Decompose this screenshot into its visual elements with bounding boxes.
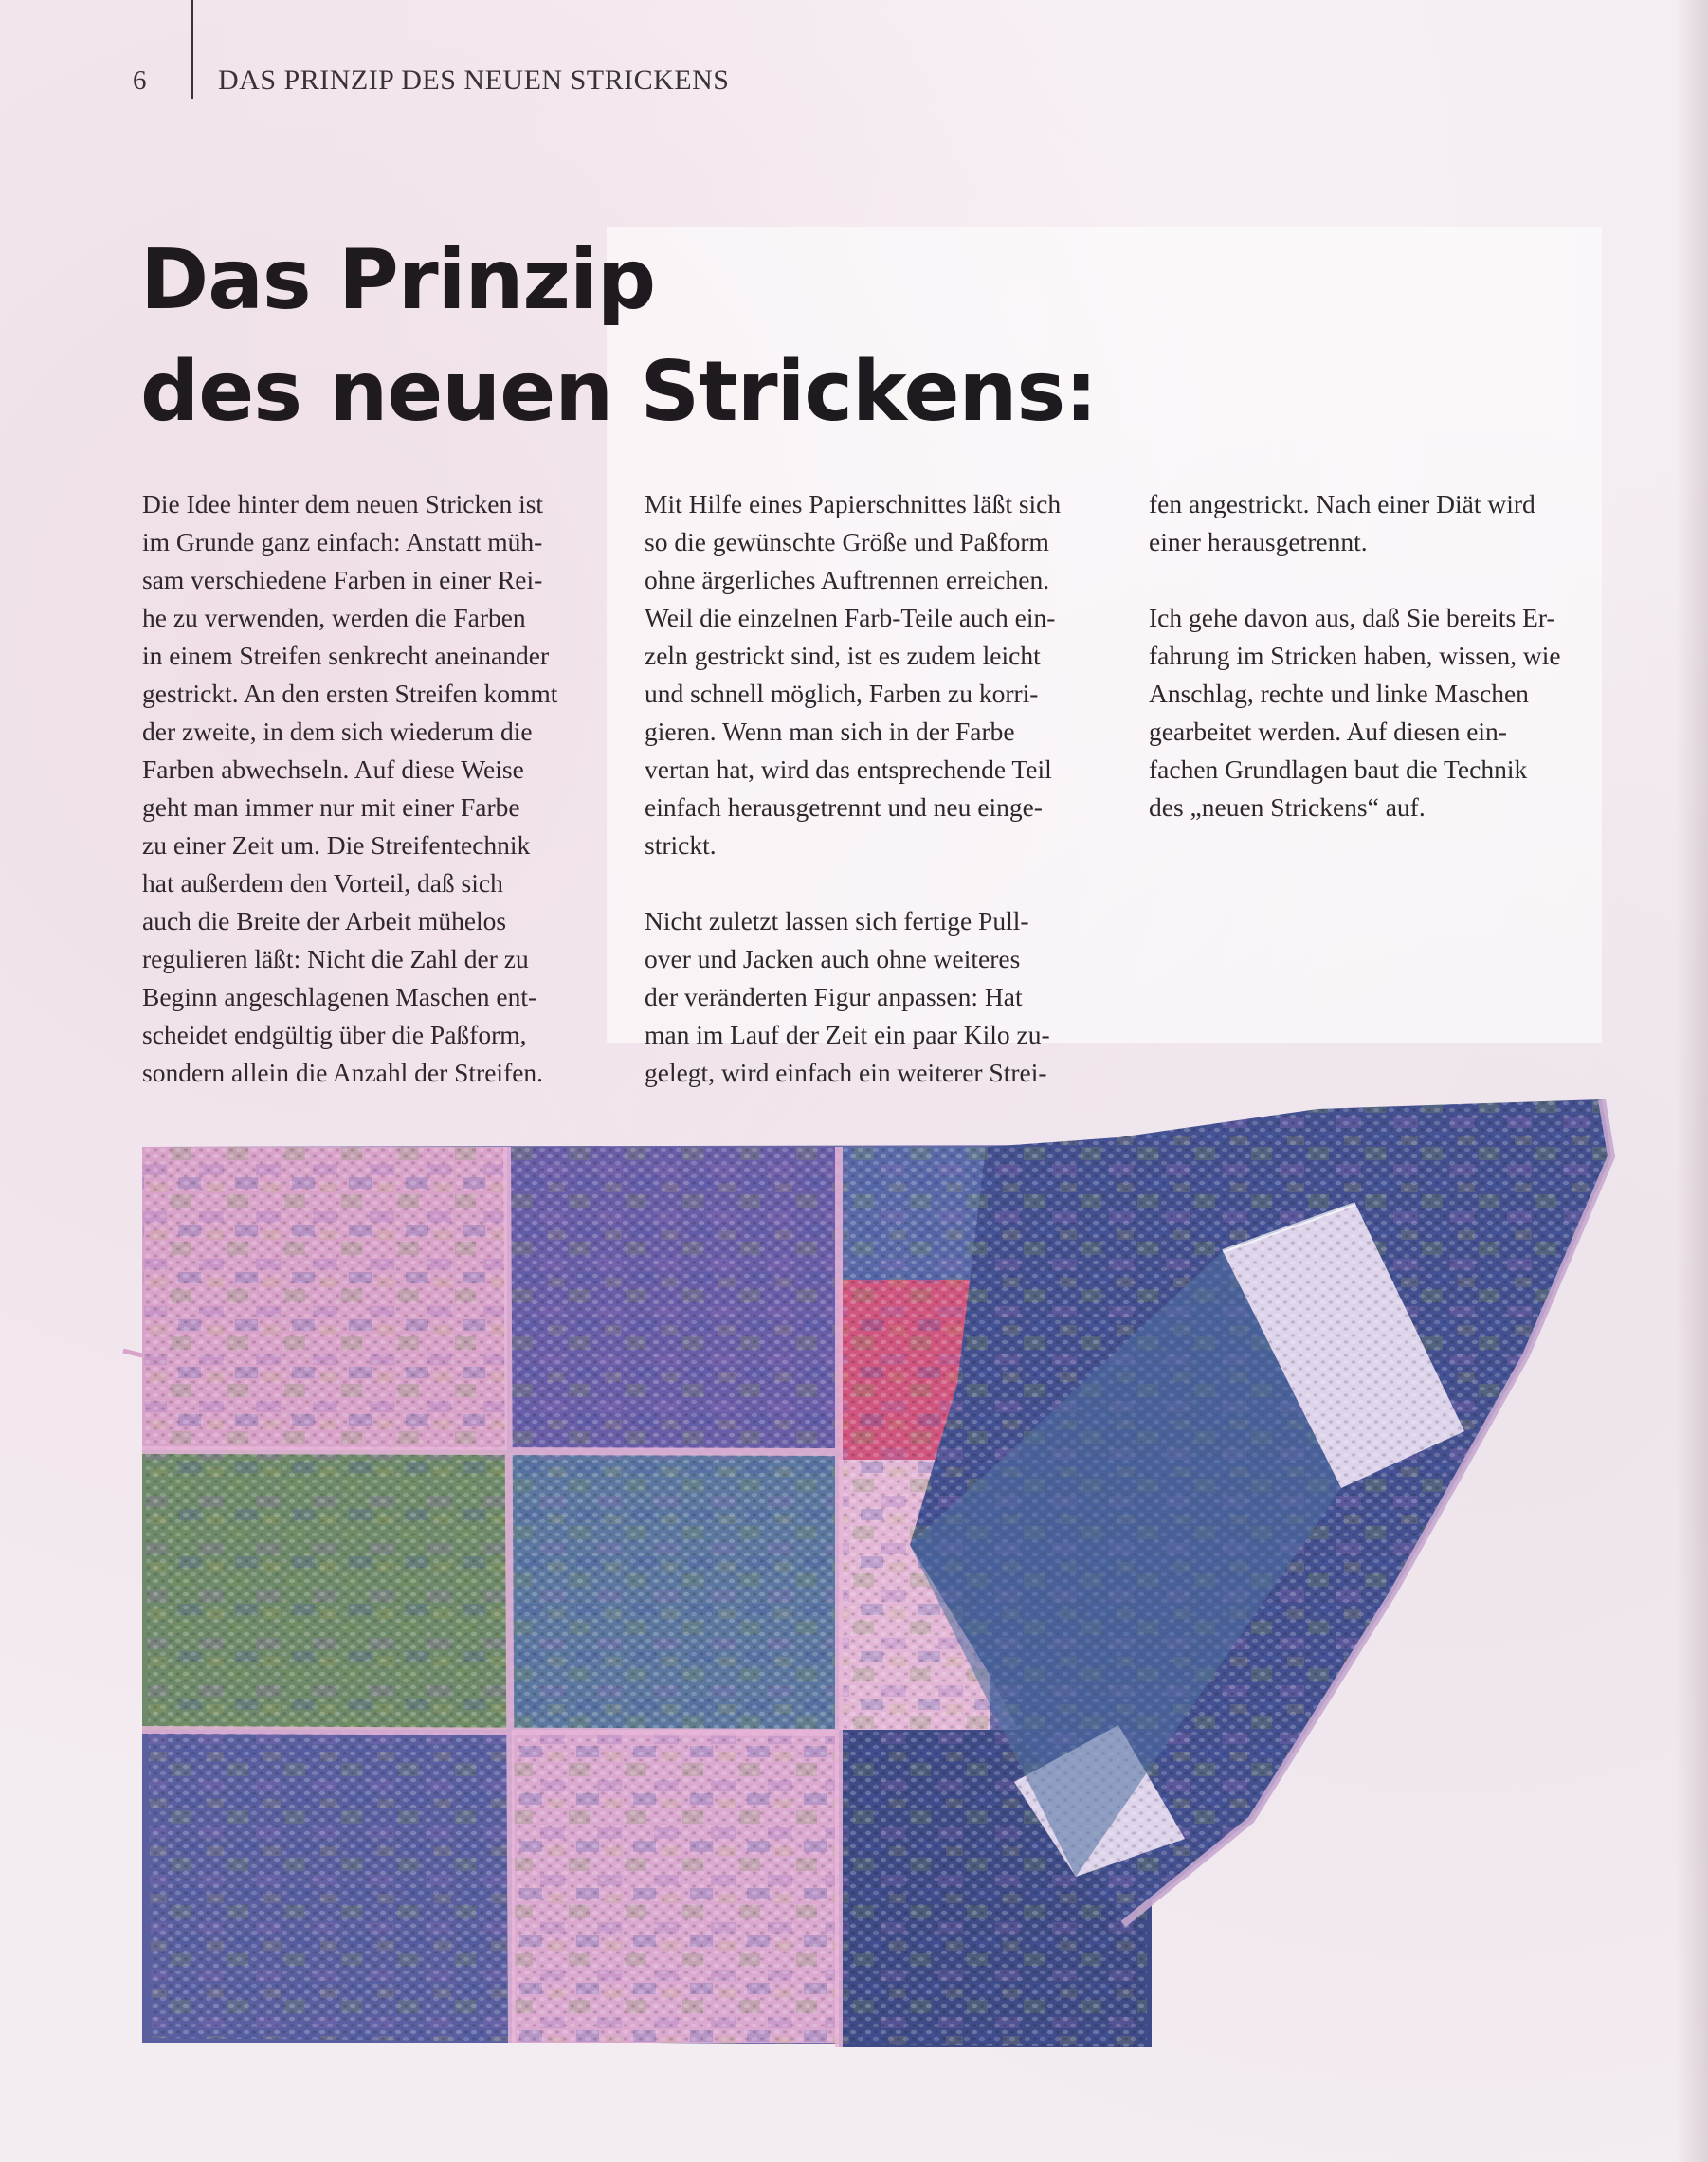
running-head: DAS PRINZIP DES NEUEN STRICKENS bbox=[218, 64, 730, 96]
text-column-3 bbox=[1149, 485, 1604, 864]
paragraph: fen angestrickt. Nach einer Diät wird einer herausgetrennt. bbox=[1149, 489, 1535, 556]
paragraph: Nicht zuletzt lassen sich fertige Pull- over und Jacken auch ohne weiteres der veränderten Figur anpassen: Hat man im Lauf der Zeit ein paar Kilo zu- gelegt, wird einfach ein weiterer Strei- bbox=[645, 906, 1050, 1087]
text-column-1 bbox=[142, 485, 626, 1130]
paragraph: Ich gehe davon aus, daß Sie bereits Er- fahrung im Stricken haben, wissen, wie Anschlag, rechte und linke Maschen gearbeitet werden. Auf diesen ein- fachen Grundlagen baut die Technik des „neuen Strickens“ auf. bbox=[1149, 603, 1561, 822]
page-title bbox=[140, 224, 1097, 447]
paragraph: Die Idee hinter dem neuen Stricken ist im Grunde ganz einfach: Anstatt müh- sam verschiedene Farben in einer Rei- he zu verwenden, werden die Farben in einem Streifen senkrecht aneinander gestrickt. An den ersten Streifen kommt der zweite, in dem sich wiederum die Farben abwechseln. Auf diese Weise geht man immer nur mit einer Farbe zu einer Zeit um. Die Streifentechnik hat außerdem den Vorteil, daß sich auch die Breite der Arbeit mühelos regulieren läßt: Nicht die Zahl der zu Beginn angeschlagenen Maschen ent- scheidet endgültig über die Paßform, sondern allein die Anzahl der Streifen. bbox=[142, 489, 558, 1087]
title-line-1: Das Prinzip bbox=[140, 231, 656, 328]
header-rule bbox=[191, 0, 193, 99]
page-header bbox=[133, 57, 161, 104]
knitted-swatch-illustration bbox=[0, 1099, 1708, 2066]
text-column-2 bbox=[645, 485, 1118, 1130]
page-number: 6 bbox=[133, 64, 147, 96]
swatch-yarn-end bbox=[123, 1351, 142, 1355]
knitted-swatch-photo bbox=[0, 1099, 1708, 2066]
title-line-2: des neuen Strickens: bbox=[140, 343, 1098, 440]
paragraph: Mit Hilfe eines Papierschnittes läßt sich so die gewünschte Größe und Paßform ohne ärgerliches Auftrennen erreichen. Weil die einzelnen Farb-Teile auch ein- zeln gestrickt sind, ist es zudem leicht und schnell möglich, Farben zu korri- gieren. Wenn man sich in der Farbe vertan hat, wird das entsprechende Teil einfach herausgetrennt und neu einge- strickt. bbox=[645, 489, 1062, 860]
